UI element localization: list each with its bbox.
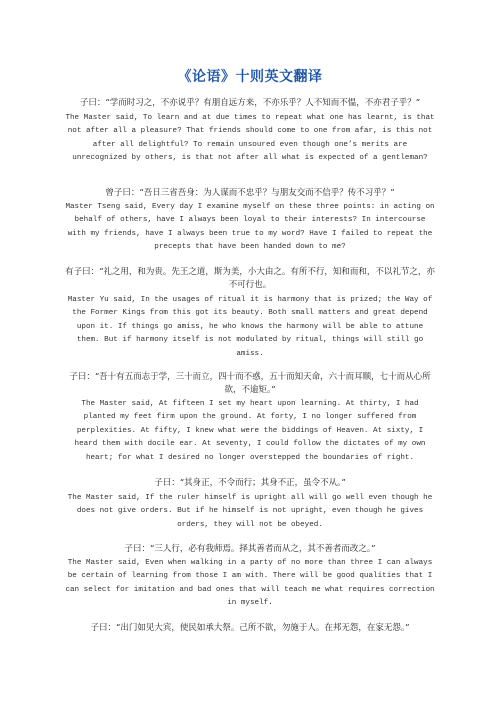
passage-4 — [64, 371, 436, 465]
passage-4-english: The Master said, At fifteen I set my heart upon learning. At thirty, I had planted my feet firm upon the ground. At forty, I no longer suffered from perplexities. At fifty, I knew what were the biddings of Heaven. At sixty, I heard them with docile ear. At seventy, I could follow the dictates of my own heart; for what I desired no longer overstepped the boundaries of right. — [74, 400, 426, 462]
document-title: 《论语》十则英文翻译 — [177, 69, 323, 85]
passage-5-english: The Master said, If the ruler himself is upright all will go well even though he does not give orders. But if he himself is not upright, even though he gives orders, they will not be obeyed. — [67, 494, 433, 529]
passage-3-english: Master Yu said, In the usages of ritual it is harmony that is prized; the Way of the Former Kings from this got its beauty. Both small matters and great depend upon it. If things go amiss, he who knows the harmony will be able to attune them. But if harmony itself is not modulated by ritual, things will still go amiss. — [67, 296, 433, 358]
passage-6-chinese: 子曰：“三人行，必有我师焉。择其善者而从之，其不善者而改之。” — [124, 544, 376, 554]
passage-2-chinese: 曾子曰：“吾日三省吾身：为人谋而不忠乎？与朋友交而不信乎？传不习乎？” — [105, 188, 395, 198]
passage-2 — [64, 187, 436, 255]
passage-6-english: The Master said, Even when walking in a party of no more than three I can always be certain of learning from those I am with. There will be good qualities that I can select for imitation and bad ones that will teach me what requires correction in myself. — [65, 559, 435, 608]
passage-1-chinese: 子曰：“学而时习之，不亦说乎？有朋自远方来，不亦乐乎？人不知而不愠，不亦君子乎？” — [79, 98, 421, 108]
passage-7-chinese: 子曰：“出门如见大宾，使民如承大祭。己所不欲，勿施于人。在邦无怨，在家无怨。” — [90, 623, 410, 633]
passage-7 — [64, 622, 436, 635]
passage-5 — [64, 477, 436, 532]
passage-3 — [64, 266, 436, 361]
passage-6 — [64, 543, 436, 611]
passage-1 — [64, 97, 436, 166]
passage-1-english: The Master said, To learn and at due times to repeat what one has learnt, is that not after all a pleasure? That friends should come to one from afar, is this not after all delightful? To remain unsoured even though one’s merits are unrecognized by others, is that not after all what is expected of a gentleman? — [65, 114, 435, 163]
passage-4-chinese: 子曰：“吾十有五而志于学，三十而立，四十而不惑，五十而知天命，六十而耳顺，七十而从心所欲，不逾矩。” — [69, 372, 431, 395]
passage-2-english: Master Tseng said, Every day I examine myself on these three points: in acting on behalf of others, have I always been loyal to their interests? In intercourse with my friends, have I always been true to my word? Have I failed to repeat the precepts that have been handed down to me? — [65, 203, 435, 252]
passage-5-chinese: 子曰：“其身正，不令而行；其身不正，虽令不从。” — [154, 478, 346, 488]
passage-3-chinese: 有子曰：“礼之用，和为贵。先王之道，斯为美，小大由之。有所不行，知和而和，不以礼节之，亦不可行也。 — [65, 267, 435, 290]
